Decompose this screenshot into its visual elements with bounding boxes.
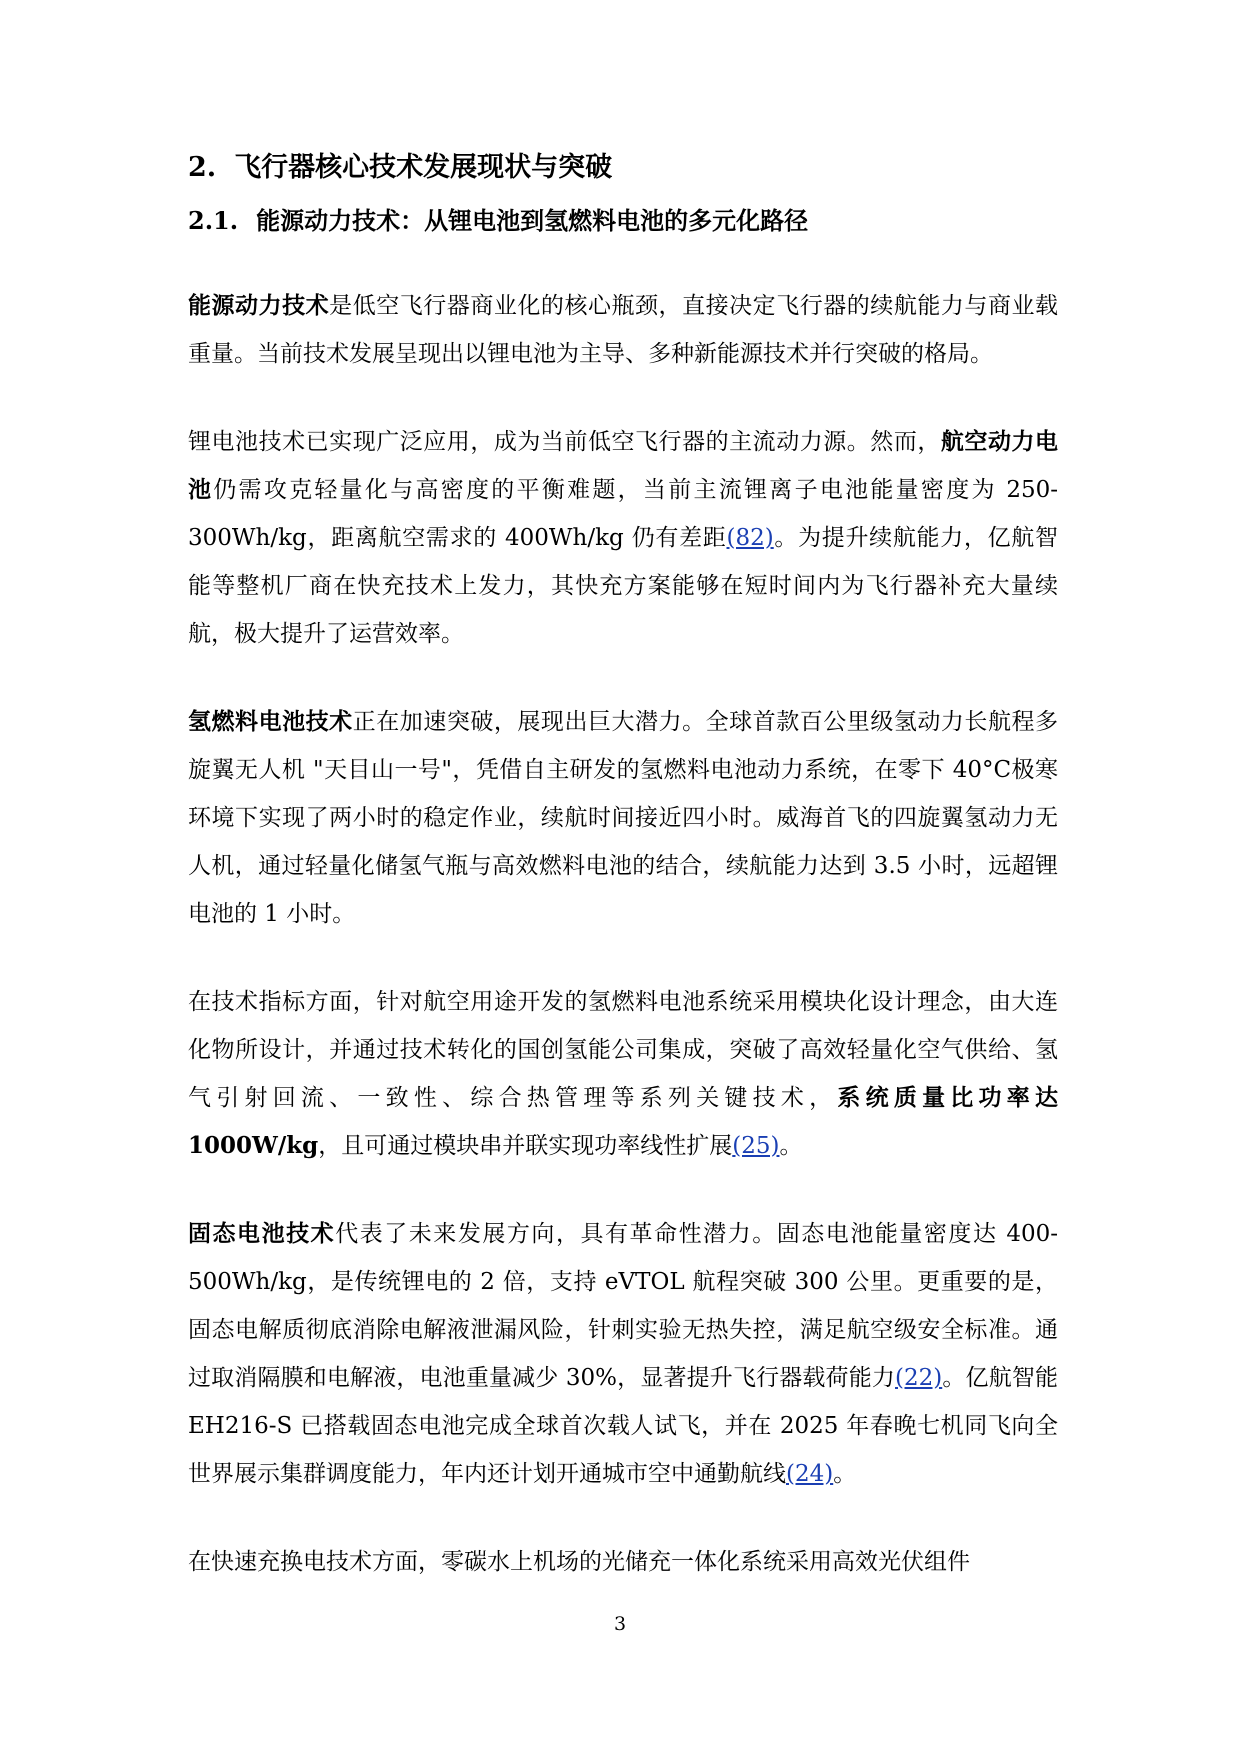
paragraph-text: 正在加速突破，展现出巨大潜力。全球首款百公里级氢动力长航程多旋翼无人机 "天目山一号"，凭借自主研发的氢燃料电池动力系统，在零下 40°C极寒环境下实现了两小时的稳定作业，续航时间接近四小时。威海首飞的四旋翼氢动力无人机，通过轻量化储氢气瓶与高效燃料电池的结合，续航能力达到 3.5 小时，远超锂电池的 1 小时。 (188, 709, 1059, 927)
paragraph-solid-state-battery (188, 1210, 1058, 1498)
paragraph-text: 仍需攻克轻量化与高密度的平衡难题，当前主流锂离子电池能量密度为 250-300Wh/kg，距离航空需求的 400Wh/kg 仍有差距 (188, 477, 1059, 551)
subsection-number: 2.1. (188, 206, 239, 235)
paragraph-text: 。为提升续航能力，亿航智能等整机厂商在快充技术上发力，其快充方案能够在短时间内为飞行器补充大量续航，极大提升了运营效率。 (188, 525, 1058, 647)
paragraph-text: 在快速充换电技术方面，零碳水上机场的光储充一体化系统采用高效光伏组件 (188, 1549, 970, 1575)
page-content (188, 150, 1058, 1586)
paragraph-energy-power (188, 282, 1058, 378)
paragraph-text: 。 (779, 1133, 803, 1159)
section-heading (188, 150, 1058, 186)
bold-term: 氢燃料电池技术 (188, 708, 353, 735)
bold-term: 系统质量比功率达 1000W/kg (188, 1084, 1059, 1159)
citation-link-22[interactable]: (22) (895, 1365, 943, 1391)
paragraph-technical-indicators (188, 978, 1058, 1170)
section-number: 2. (188, 152, 217, 183)
paragraph-text: 是低空飞行器商业化的核心瓶颈，直接决定飞行器的续航能力与商业载重量。当前技术发展呈现出以锂电池为主导、多种新能源技术并行突破的格局。 (188, 293, 1059, 367)
paragraph-hydrogen-fuel-cell (188, 698, 1058, 938)
bold-term: 航空动力电池 (188, 428, 1059, 503)
citation-link-82[interactable]: (82) (726, 525, 774, 551)
section-title: 飞行器核心技术发展现状与突破 (234, 152, 613, 183)
citation-link-24[interactable]: (24) (786, 1461, 834, 1487)
bold-term: 能源动力技术 (188, 292, 330, 319)
paragraph-lithium-battery (188, 418, 1058, 658)
page-number: 3 (613, 1613, 627, 1635)
paragraph-text: 代表了未来发展方向，具有革命性潜力。固态电池能量密度达 400-500Wh/kg，是传统锂电的 2 倍，支持 eVTOL 航程突破 300 公里。更重要的是，固态电解质彻底消除电解液泄漏风险，针刺实验无热失控，满足航空级安全标准。通过取消隔膜和电解液，电池重量减少 30%，显著提升飞行器载荷能力 (188, 1221, 1059, 1391)
paragraph-text: 在技术指标方面，针对航空用途开发的氢燃料电池系统采用模块化设计理念，由大连化物所设计，并通过技术转化的国创氢能公司集成，突破了高效轻量化空气供给、氢气引射回流、一致性、综合热管理等系列关键技术， (188, 989, 1058, 1111)
bold-term: 固态电池技术 (188, 1220, 336, 1247)
subsection-heading (188, 204, 1058, 238)
paragraph-text: 。亿航智能 EH216-S 已搭载固态电池完成全球首次载人试飞，并在 2025 年春晚七机同飞向全世界展示集群调度能力，年内还计划开通城市空中通勤航线 (188, 1365, 1058, 1487)
paragraph-text: 锂电池技术已实现广泛应用，成为当前低空飞行器的主流动力源。然而， (188, 429, 941, 455)
paragraph-text: ，且可通过模块串并联实现功率线性扩展 (318, 1133, 733, 1159)
paragraph-fast-charging (188, 1538, 1058, 1586)
paragraph-text: 。 (833, 1461, 857, 1487)
citation-link-25[interactable]: (25) (732, 1133, 780, 1159)
subsection-title: 能源动力技术：从锂电池到氢燃料电池的多元化路径 (256, 206, 809, 235)
